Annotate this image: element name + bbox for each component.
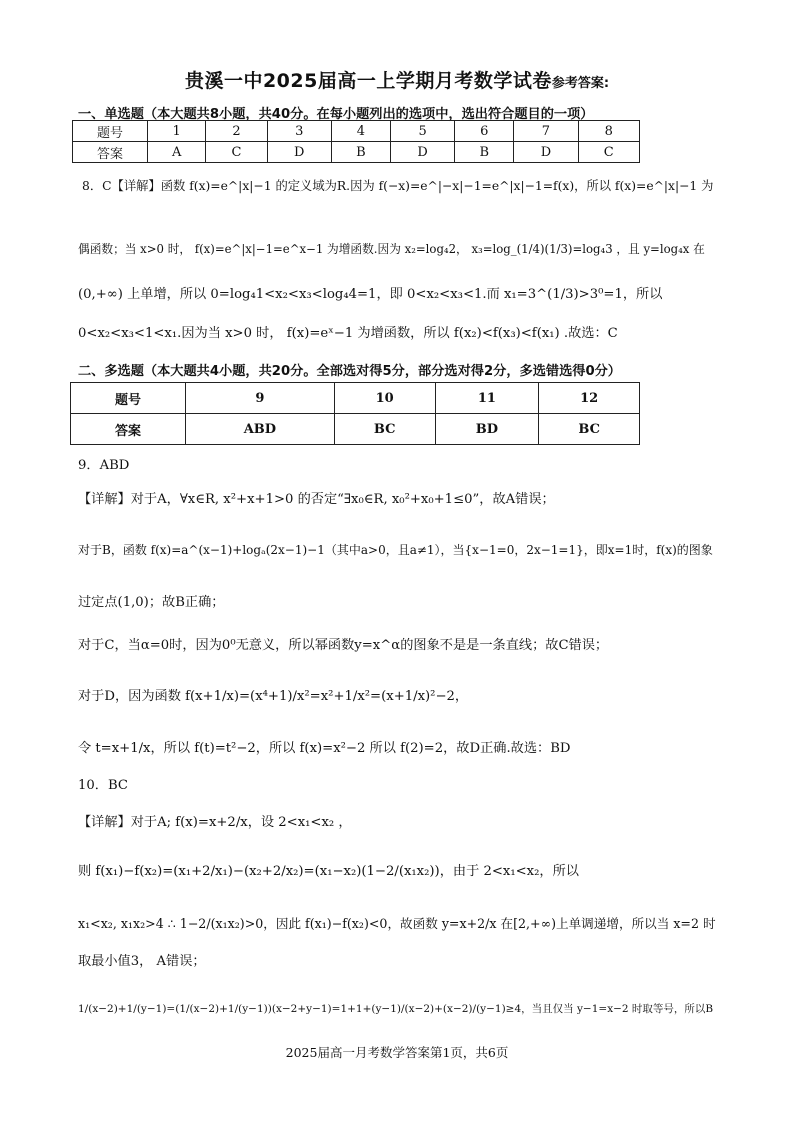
row-label-answer: 答案: [71, 414, 186, 445]
table-row: [71, 414, 640, 445]
row-label-number: 题号: [73, 121, 148, 142]
table-cell: 8: [578, 121, 640, 142]
table-cell: C: [578, 142, 640, 163]
table-cell: ABD: [186, 414, 335, 445]
table-cell: 2: [206, 121, 267, 142]
table-cell: BD: [435, 414, 539, 445]
q9-option-b-line-1: 对于B，函数 f(x)=a^(x−1)+logₐ(2x−1)−1（其中a>0，且a≠1），当{x−1=0，2x−1=1}，即x=1时，f(x)的图象: [78, 543, 713, 557]
q8-line-4: 0<x₂<x₃<1<x₁.因为当 x>0 时， f(x)=eˣ−1 为增函数，所以 f(x₂)<f(x₃)<f(x₁) .故选：C: [78, 326, 618, 341]
q8-line-2: 偶函数；当 x>0 时， f(x)=e^|x|−1=e^x−1 为增函数.因为 x₂=log₄2， x₃=log_(1/4)(1/3)=log₄3 ，且 y=log₄x 在: [78, 242, 705, 256]
q10-a-line-3: x₁<x₂, x₁x₂>4 ∴ 1−2/(x₁x₂)>0，因此 f(x₁)−f(x₂)<0，故函数 y=x+2/x 在[2,+∞)上单调递增，所以当 x=2 时: [78, 916, 716, 931]
section-heading-single-choice: 一、单选题（本大题共8小题，共40分。在每小题列出的选项中，选出符合题目的一项）: [78, 107, 594, 122]
q10-heading: 10．BC: [78, 778, 128, 793]
page-title: [0, 66, 794, 93]
table-cell: 9: [186, 383, 335, 414]
table-cell: 3: [267, 121, 331, 142]
table-cell: 7: [514, 121, 578, 142]
title-main: 贵溪一中2025届高一上学期月考数学试卷: [184, 70, 552, 92]
table-cell: C: [206, 142, 267, 163]
page-footer: 2025届高一月考数学答案第1页，共6页: [285, 1045, 509, 1060]
q8-line-3: (0,+∞) 上单增，所以 0=log₄1<x₂<x₃<log₄4=1，即 0<x₂<x₃<1.而 x₁=3^(1/3)>3⁰=1，所以: [78, 287, 663, 302]
row-label-number: 题号: [71, 383, 186, 414]
q10-a-line-1: 【详解】对于A; f(x)=x+2/x，设 2<x₁<x₂ ，: [78, 815, 352, 830]
table-cell: D: [391, 142, 455, 163]
section-heading-multi-choice: 二、多选题（本大题共4小题，共20分。全部选对得5分，部分选对得2分，多选错选得0分）: [78, 364, 621, 379]
table-row: [73, 121, 640, 142]
table-cell: A: [148, 142, 206, 163]
table-cell: BC: [539, 414, 640, 445]
q9-option-d-line-1: 对于D，因为函数 f(x+1/x)=(x⁴+1)/x²=x²+1/x²=(x+1/x)²−2，: [78, 689, 469, 704]
table-cell: BC: [334, 414, 435, 445]
single-choice-answer-table: [72, 120, 640, 163]
table-cell: 10: [334, 383, 435, 414]
q9-option-a: 【详解】对于A，∀x∈R, x²+x+1>0 的否定“∃x₀∈R, x₀²+x₀+1≤0”，故A错误；: [78, 492, 555, 507]
table-cell: 1: [148, 121, 206, 142]
table-cell: B: [331, 142, 390, 163]
table-row: [73, 142, 640, 163]
q10-a-line-4: 取最小值3， A错误；: [78, 954, 206, 969]
q9-option-d-line-2: 令 t=x+1/x，所以 f(t)=t²−2，所以 f(x)=x²−2 所以 f(2)=2，故D正确.故选：BD: [78, 741, 571, 756]
table-cell: D: [267, 142, 331, 163]
table-cell: B: [455, 142, 514, 163]
table-row: [71, 383, 640, 414]
q9-heading: 9．ABD: [78, 458, 130, 473]
table-cell: 11: [435, 383, 539, 414]
table-cell: 4: [331, 121, 390, 142]
q8-line-1: 8．C【详解】函数 f(x)=e^|x|−1 的定义域为R.因为 f(−x)=e^|−x|−1=e^|x|−1=f(x)，所以 f(x)=e^|x|−1 为: [82, 179, 714, 193]
multi-choice-answer-table: [70, 382, 640, 445]
title-suffix: 参考答案:: [551, 76, 610, 91]
q9-option-b-line-2: 过定点(1,0)；故B正确；: [78, 595, 225, 610]
q10-a-line-2: 则 f(x₁)−f(x₂)=(x₁+2/x₁)−(x₂+2/x₂)=(x₁−x₂)(1−2/(x₁x₂))，由于 2<x₁<x₂，所以: [78, 864, 579, 879]
q9-option-c: 对于C，当α=0时，因为0⁰无意义，所以幂函数y=x^α的图象不是是一条直线；故C错误；: [78, 638, 609, 653]
table-cell: 6: [455, 121, 514, 142]
table-cell: D: [514, 142, 578, 163]
q10-b-line-1: 1/(x−2)+1/(y−1)=(1/(x−2)+1/(y−1))(x−2+y−1)=1+1+(y−1)/(x−2)+(x−2)/(y−1)≥4，当且仅当 y−1=x−2 时取等号，所以B: [78, 1003, 714, 1015]
table-cell: 5: [391, 121, 455, 142]
table-cell: 12: [539, 383, 640, 414]
row-label-answer: 答案: [73, 142, 148, 163]
